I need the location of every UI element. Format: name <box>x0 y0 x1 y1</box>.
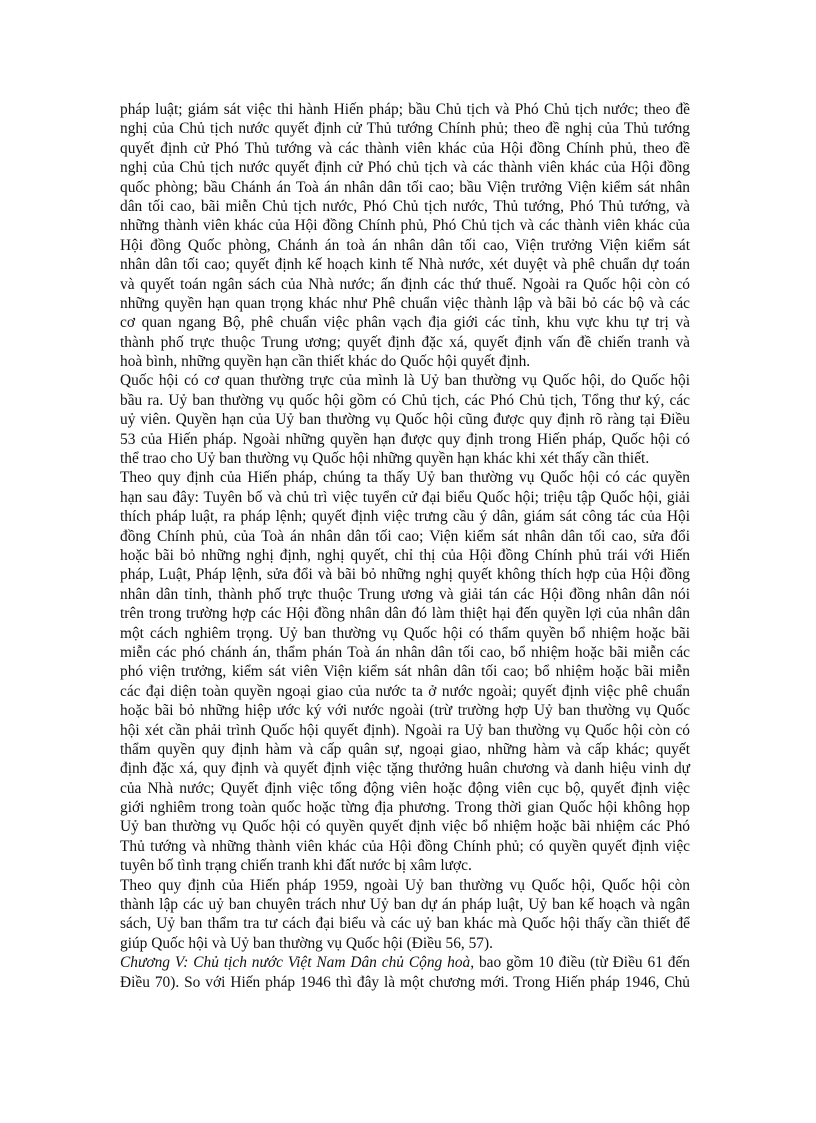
text-line: 53 của Hiến pháp. Ngoài những quyền hạn được quy định trong Hiến pháp, Quốc hội có <box>120 430 690 448</box>
text-line: và quyết toán ngân sách của Nhà nước; ấn định các thứ thuế. Ngoài ra Quốc hội còn có <box>120 275 690 293</box>
text-line: hoặc bãi bỏ những hiệp ước ký với nước ngoài (trừ trường hợp Uỷ ban thường vụ Quốc <box>120 702 690 720</box>
text-line: Uỷ ban thường vụ Quốc hội có quyền quyết định việc bổ nhiệm hoặc bãi nhiệm các Phó <box>120 818 690 836</box>
text-line: những quyền hạn quan trọng khác như Phê chuẩn việc thành lập và bãi bỏ các bộ và các <box>120 294 690 312</box>
text-line: Điều 70). So với Hiến pháp 1946 thì đây là một chương mới. Trong Hiến pháp 1946, Chủ <box>120 973 690 991</box>
text-line: Thủ tướng và những thành viên khác của Hội đồng Chính phủ; có quyền quyết định việc <box>120 837 690 855</box>
text-line: quốc phòng; bầu Chánh án Toà án nhân dân tối cao; bầu Viện trưởng Viện kiểm sát nhân <box>120 178 690 196</box>
document-page <box>120 100 690 992</box>
text-line: giúp Quốc hội và Uỷ ban thường vụ Quốc hội (Điều 56, 57). <box>120 934 493 952</box>
text-line: hoà bình, những quyền hạn cần thiết khác do Quốc hội quyết định. <box>120 353 531 371</box>
text-line: cơ quan ngang Bộ, phê chuẩn việc phân vạch địa giới các tỉnh, khu vực khu tự trị và <box>120 314 690 332</box>
paragraph <box>120 371 690 468</box>
text-line: pháp, Luật, Pháp lệnh, sửa đổi và bãi bỏ những nghị quyết không thích hợp của Hội đồng <box>120 566 690 584</box>
text-line: nhân dân tỉnh, thành phố trực thuộc Trung ương và giải tán các Hội đồng nhân dân nói <box>120 585 690 603</box>
paragraph <box>120 876 690 954</box>
text-line: nghị của Chủ tịch nước quyết định cử Thủ tướng Chính phủ; theo đề nghị của Thủ tướng <box>120 120 690 138</box>
text-line: thành lập các uỷ ban chuyên trách như Uỷ ban dự án pháp luật, Uỷ ban kế hoạch và ngân <box>120 896 690 914</box>
text-line: Quốc hội có cơ quan thường trực của mình là Uỷ ban thường vụ Quốc hội, do Quốc hội <box>120 372 690 390</box>
text-line: bầu ra. Uỷ ban thường vụ quốc hội gồm có Chủ tịch, các Phó Chủ tịch, Tổng thư ký, các <box>120 391 690 409</box>
text-line: Hội đồng Quốc phòng, Chánh án toà án nhân dân tối cao, Viện trưởng Viện kiểm sát <box>120 236 690 254</box>
text-line <box>120 953 690 972</box>
text-line: Theo quy định của Hiến pháp 1959, ngoài Uỷ ban thường vụ Quốc hội, Quốc hội còn <box>120 876 690 894</box>
text-line: trên trong trường hợp các Hội đồng nhân dân đó làm thiệt hại đến quyền lợi của nhân dân <box>120 605 690 623</box>
text-line: một cách nghiêm trọng. Uỷ ban thường vụ Quốc hội có thẩm quyền bổ nhiệm hoặc bãi <box>120 624 690 642</box>
text-line: hoặc bãi bỏ những nghị định, nghị quyết, chỉ thị của Hội đồng Chính phủ trái với Hiến <box>120 546 690 564</box>
text-line: giới nghiêm trong toàn quốc hoặc từng địa phương. Trong thời gian Quốc hội không họp <box>120 799 690 817</box>
text-line: miễn các phó chánh án, thẩm phán Toà án nhân dân tối cao, bổ nhiệm hoặc bãi miễn các <box>120 643 690 661</box>
text-line: dân tối cao, bãi miễn Chủ tịch nước, Phó Chủ tịch nước, Thủ tướng, Phó Thủ tướng, và <box>120 197 690 215</box>
text-line: nghị của Chủ tịch nước quyết định cử Phó chủ tịch và các thành viên khác của Hội đồng <box>120 159 690 177</box>
paragraph <box>120 953 690 992</box>
text-line: sách, Uỷ ban thẩm tra tư cách đại biểu và các uỷ ban khác mà Quốc hội thấy cần thiết để <box>120 915 690 933</box>
text-line: thẩm quyền quy định hàm và cấp quân sự, ngoại giao, những hàm và cấp khác; quyết <box>120 740 690 758</box>
text-line: những thành viên khác của Hội đồng Chính phủ, Phó Chủ tịch và các thành viên khác của <box>120 217 690 235</box>
text-line: tuyên bố tình trạng chiến tranh khi đất nước bị xâm lược. <box>120 857 472 875</box>
text-line: đồng Chính phủ, của Toà án nhân dân tối cao; Viện kiểm sát nhân dân tối cao, sửa đổi <box>120 527 690 545</box>
text-line: phó viện trưởng, kiểm sát viên Viện kiểm sát nhân dân tối cao; bổ nhiệm hoặc bãi miễn <box>120 663 690 681</box>
text-line: định đặc xá, quy định và quyết định việc tặng thưởng huân chương và danh hiệu vinh dự <box>120 760 690 778</box>
chapter-heading: Chương V: Chủ tịch nước Việt Nam Dân chủ Cộng hoà, <box>120 954 475 972</box>
text-line: uỷ viên. Quyền hạn của Uỷ ban thường vụ Quốc hội cũng được quy định rõ ràng tại Điều <box>120 411 690 429</box>
text-line: quyết định cử Phó Thủ tướng và các thành viên khác của Hội đồng Chính phủ, theo đề <box>120 139 690 157</box>
text-line: các đại diện toàn quyền ngoại giao của nước ta ở nước ngoài; quyết định việc phê chuẩn <box>120 682 690 700</box>
text-line: hạn sau đây: Tuyên bố và chủ trì việc tuyển cử đại biểu Quốc hội; triệu tập Quốc hội, giải <box>120 488 690 506</box>
text-line: thể trao cho Uỷ ban thường vụ Quốc hội những quyền hạn khác khi xét thấy cần thiết. <box>120 450 650 468</box>
text-line: nhân dân tối cao; quyết định kế hoạch kinh tế Nhà nước, xét duyệt và phê chuẩn dự toán <box>120 256 690 274</box>
text-line: hội xét cần phải trình Quốc hội quyết định). Ngoài ra Uỷ ban thường vụ Quốc hội còn có <box>120 721 690 739</box>
text-line: thích pháp luật, ra pháp lệnh; quyết định việc trưng cầu ý dân, giám sát công tác của Hội <box>120 508 690 526</box>
text-line: pháp luật; giám sát việc thi hành Hiến pháp; bầu Chủ tịch và Phó Chủ tịch nước; theo đề <box>120 101 690 118</box>
text-span: bao gồm 10 điều (từ Điều 61 đến <box>474 954 691 972</box>
text-line: thành phố trực thuộc Trung ương; quyết định đặc xá, quyết định vấn đề chiến tranh và <box>120 333 690 351</box>
paragraph <box>120 100 690 371</box>
text-line: Theo quy định của Hiến pháp, chúng ta thấy Uỷ ban thường vụ Quốc hội có các quyền <box>120 469 690 487</box>
paragraph <box>120 468 690 875</box>
text-line: của Nhà nước; Quyết định việc tổng động viên hoặc động viên cục bộ, quyết định việc <box>120 779 690 797</box>
